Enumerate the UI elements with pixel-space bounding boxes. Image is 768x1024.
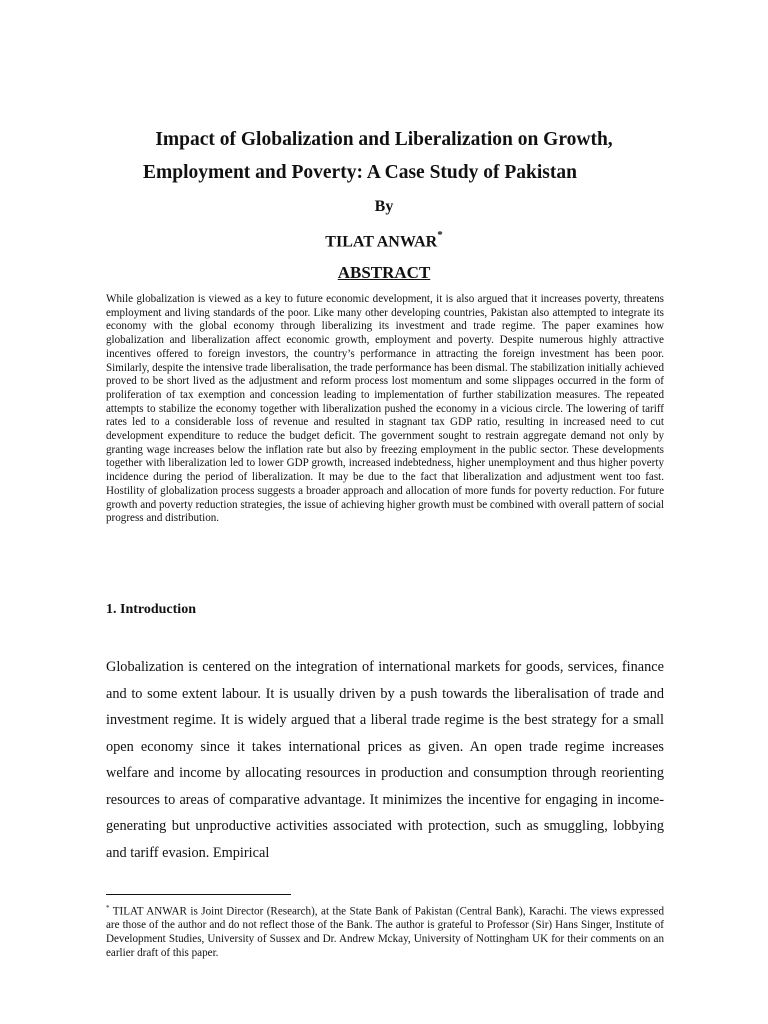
author-line — [0, 231, 768, 251]
footnote-mark: * — [106, 904, 110, 912]
footnote-divider — [106, 894, 291, 895]
introduction-text: Globalization is centered on the integration of international markets for goods, services, finance and to some extent labour. It is usually driven by a push towards the liberalisation of trade and investment regime. It is widely argued that a liberal trade regime is the best strategy for a small open economy since it takes international prices as given. An open trade regime increases welfare and income by allocating resources in production and consumption through reorienting resources to areas of comparative advantage. It minimizes the incentive for engaging in income-generating but unproductive activities associated with protection, such as smuggling, lobbying and tariff evasion. Empirical — [106, 659, 664, 861]
paper-title-line-2: Employment and Poverty: A Case Study of Pakistan — [143, 162, 577, 183]
abstract-heading: ABSTRACT — [337, 263, 431, 282]
footnote — [106, 902, 664, 961]
by-label: By — [374, 198, 394, 215]
introduction-heading: 1. Introduction — [106, 602, 196, 617]
footnote-text: TILAT ANWAR is Joint Director (Research), at the State Bank of Pakistan (Central Bank), Karachi. The views expressed are those of the author and do not reflect those of the Bank. The author is grateful to Professor (Sir) Hans Singer, Institute of Development Studies, University of Sussex and Dr. Andrew Mckay, University of Nottingham UK for their comments on an earlier draft of this paper. — [106, 905, 664, 959]
abstract-text: While globalization is viewed as a key to future economic development, it is also argued that it increases poverty, threatens employment and living standards of the poor. Like many other developing countries, Pakistan also attempted to integrate its economy with the global economy through liberalizing its investment and trade regime. The paper examines how globalization and liberalization affect economic growth, employment and poverty. Despite numerous highly attractive incentives offered to foreign investors, the country’s performance in attracting the foreign investment has been poor. Similarly, despite the intensive trade liberalisation, the trade performance has been dismal. The stabilization initially achieved proved to be short lived as the adjustment and reform process lost momentum and some slippages occurred in the form of proliferation of tax exemption and concession leading to implementation of further stabilization measures. The repeated attempts to stabilize the economy together with liberalization pushed the economy in a vicious circle. The lowering of tariff rates led to a considerable loss of revenue and resulted in stagnant tax GDP ratio, resulting in increased need to cut development expenditure to reduce the budget deficit. The government sought to restrain aggregate demand not only by granting wage increases below the inflation rate but also by freezing employment in the public sector. These developments together with liberalization led to lower GDP growth, increased indebtedness, higher unemployment and thus higher poverty incidence during the period of liberalization. It may be due to the fact that liberalization and adjustment went too fast. Hostility of globalization process suggests a broader approach and allocation of more funds for poverty reduction. For future growth and poverty reduction strategies, the issue of achieving higher growth must be combined with overall pattern of social progress and distribution. — [106, 293, 664, 525]
author-name: TILAT ANWAR — [325, 233, 438, 251]
author-footnote-mark: * — [437, 229, 443, 241]
paper-title-line-1: Impact of Globalization and Liberalization on Growth, — [155, 129, 613, 150]
